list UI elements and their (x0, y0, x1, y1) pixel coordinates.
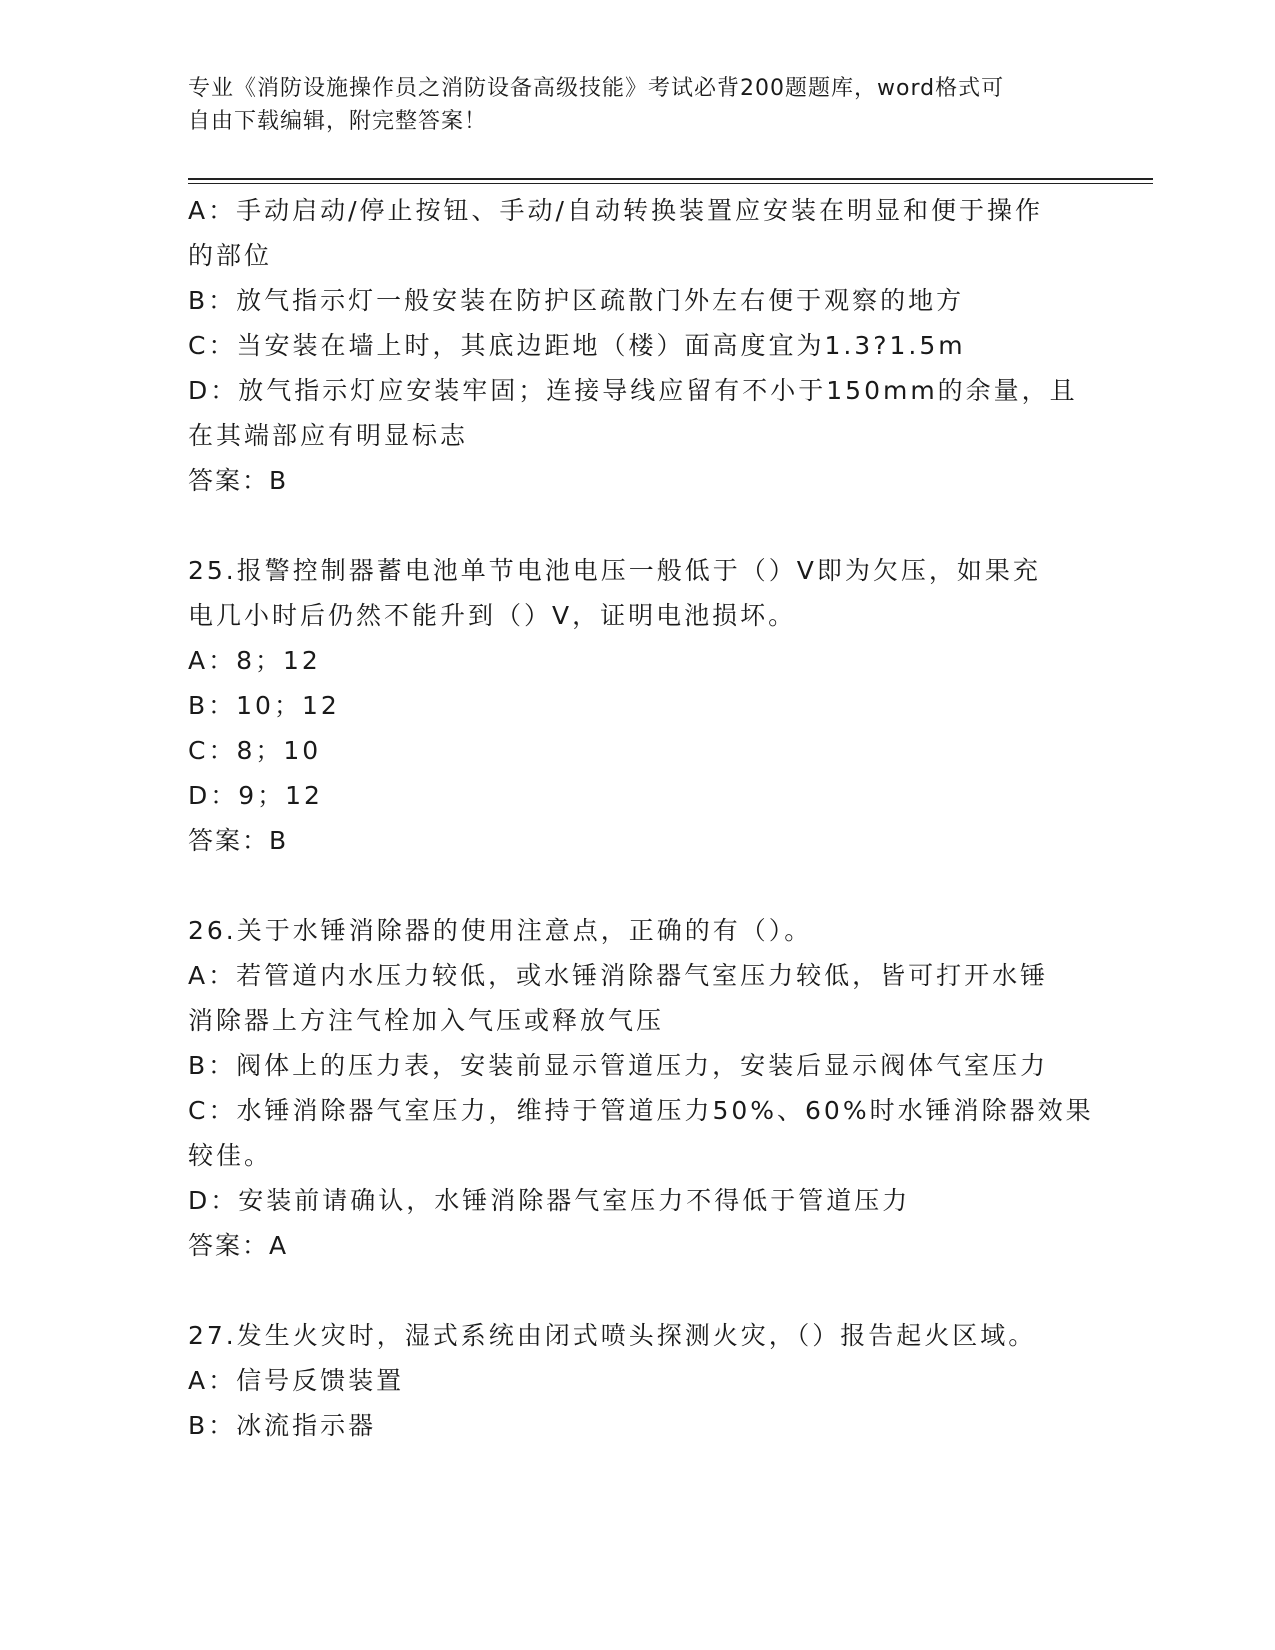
option-a-line-2: 的部位 (188, 241, 273, 270)
question-text-line-1: 25.报警控制器蓄电池单节电池电压一般低于（）V即为欠压，如果充 (188, 556, 1041, 585)
answer: 答案：B (188, 826, 289, 855)
option-b: B：放气指示灯一般安装在防护区疏散门外左右便于观察的地方 (188, 286, 965, 315)
question-24-options (188, 188, 1088, 503)
option-c-line-2: 较佳。 (188, 1141, 273, 1170)
header-rule-thick (188, 178, 1153, 180)
option-a-line-1: A：手动启动/停止按钮、手动/自动转换装置应安装在明显和便于操作 (188, 196, 1043, 225)
option-b: B：阀体上的压力表，安装前显示管道压力，安装后显示阀体气室压力 (188, 1051, 1049, 1080)
option-d: D：安装前请确认，水锤消除器气室压力不得低于管道压力 (188, 1186, 911, 1215)
question-list (188, 188, 1094, 1448)
option-a: A：8；12 (188, 646, 321, 675)
answer: 答案：A (188, 1231, 289, 1260)
header-rule-thin (188, 183, 1153, 184)
option-b: B：10；12 (188, 691, 340, 720)
answer: 答案：B (188, 466, 289, 495)
option-c: C：8；10 (188, 736, 322, 765)
option-d-line-1: D：放气指示灯应安装牢固；连接导线应留有不小于150mm的余量，且 (188, 376, 1078, 405)
question-gap (188, 503, 1088, 548)
question-text: 26.关于水锤消除器的使用注意点，正确的有（）。 (188, 916, 813, 945)
question-text: 27.发生火灾时，湿式系统由闭式喷头探测火灾，（）报告起火区域。 (188, 1321, 1037, 1350)
question-25 (188, 548, 1088, 863)
option-a-line-1: A：若管道内水压力较低，或水锤消除器气室压力较低，皆可打开水锤 (188, 961, 1049, 990)
header-line-2: 自由下载编辑，附完整答案！ (188, 109, 488, 134)
question-26 (188, 908, 1094, 1268)
option-a-line-2: 消除器上方注气栓加入气压或释放气压 (188, 1006, 665, 1035)
question-gap (188, 1268, 1088, 1313)
question-text-line-2: 电几小时后仍然不能升到（）V，证明电池损坏。 (188, 601, 797, 630)
option-d-line-2: 在其端部应有明显标志 (188, 421, 469, 450)
option-a: A：信号反馈装置 (188, 1366, 405, 1395)
option-c: C：当安装在墙上时，其底边距地（楼）面高度宜为1.3?1.5m (188, 331, 966, 360)
option-d: D：9；12 (188, 781, 323, 810)
option-b: B：冰流指示器 (188, 1411, 377, 1440)
document-header (188, 72, 1068, 138)
question-27 (188, 1313, 1088, 1448)
header-line-1: 专业《消防设施操作员之消防设备高级技能》考试必背200题题库，word格式可 (188, 76, 1005, 101)
question-gap (188, 863, 1088, 908)
option-c-line-1: C：水锤消除器气室压力，维持于管道压力50%、60%时水锤消除器效果 (188, 1096, 1094, 1125)
